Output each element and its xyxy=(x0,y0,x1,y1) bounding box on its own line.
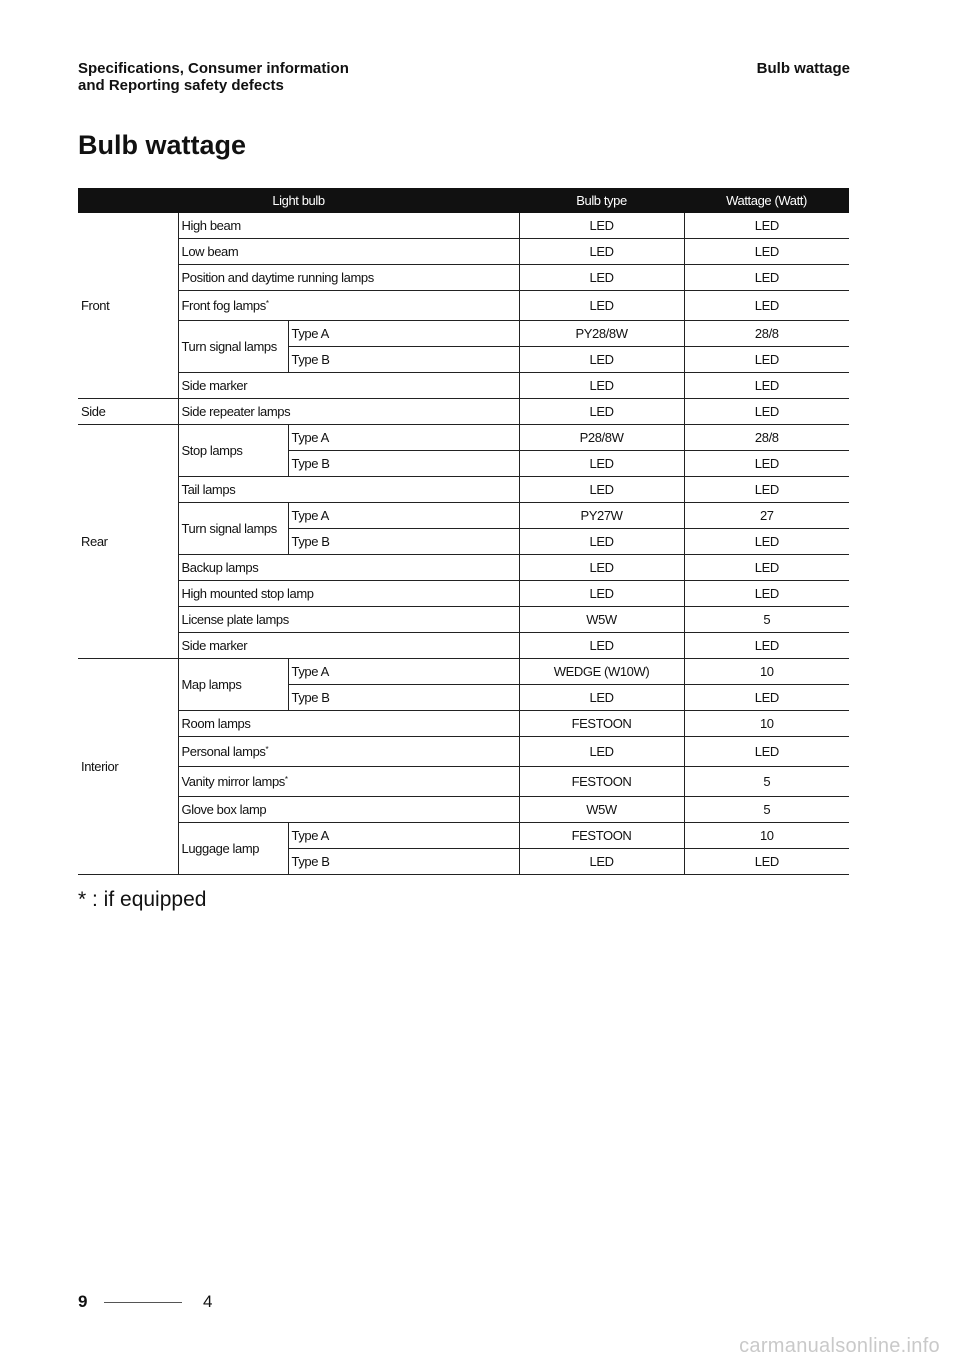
sub-type-label: Type A xyxy=(288,503,519,529)
table-row xyxy=(78,581,849,607)
item-label: Low beam xyxy=(178,239,519,265)
table-row xyxy=(78,425,849,451)
wattage: LED xyxy=(684,633,849,659)
item-label xyxy=(178,767,519,797)
item-label: Luggage lamp xyxy=(178,823,288,875)
table-row xyxy=(78,823,849,849)
wattage: 10 xyxy=(684,823,849,849)
item-label xyxy=(178,737,519,767)
bulb-type: LED xyxy=(519,685,684,711)
page-number: 4 xyxy=(203,1292,213,1311)
item-label: Backup lamps xyxy=(178,555,519,581)
wattage: LED xyxy=(684,685,849,711)
sub-type-label: Type B xyxy=(288,347,519,373)
footer-divider xyxy=(104,1302,182,1303)
col-header-wattage: Wattage (Watt) xyxy=(684,188,849,213)
wattage: 28/8 xyxy=(684,425,849,451)
chapter-number: 9 xyxy=(78,1292,88,1311)
table-row xyxy=(78,399,849,425)
group-label-front: Front xyxy=(78,213,178,399)
item-label xyxy=(178,291,519,321)
table-row xyxy=(78,477,849,503)
bulb-type: LED xyxy=(519,291,684,321)
bulb-type: FESTOON xyxy=(519,823,684,849)
wattage: LED xyxy=(684,399,849,425)
table-row xyxy=(78,555,849,581)
item-label: License plate lamps xyxy=(178,607,519,633)
bulb-type: LED xyxy=(519,239,684,265)
item-text: Personal lamps xyxy=(181,743,266,759)
bulb-type: WEDGE (W10W) xyxy=(519,659,684,685)
bulb-type: LED xyxy=(519,265,684,291)
bulb-type: LED xyxy=(519,451,684,477)
wattage: LED xyxy=(684,291,849,321)
sub-type-label: Type B xyxy=(288,685,519,711)
wattage: 5 xyxy=(684,607,849,633)
sub-type-label: Type A xyxy=(288,659,519,685)
table-row xyxy=(78,239,849,265)
item-label: Tail lamps xyxy=(178,477,519,503)
table-row xyxy=(78,659,849,685)
item-label: Side marker xyxy=(178,373,519,399)
group-label-rear: Rear xyxy=(78,425,178,659)
table-row xyxy=(78,797,849,823)
bulb-type: LED xyxy=(519,347,684,373)
item-label: Map lamps xyxy=(178,659,288,711)
footnote-marker: * xyxy=(284,774,288,784)
footnote: * : if equipped xyxy=(78,888,207,911)
bulb-type: FESTOON xyxy=(519,711,684,737)
bulb-type: PY27W xyxy=(519,503,684,529)
wattage: LED xyxy=(684,555,849,581)
table-row xyxy=(78,213,849,239)
wattage: 10 xyxy=(684,659,849,685)
bulb-type: P28/8W xyxy=(519,425,684,451)
wattage: 28/8 xyxy=(684,321,849,347)
group-label-side: Side xyxy=(78,399,178,425)
item-label: Room lamps xyxy=(178,711,519,737)
bulb-type: FESTOON xyxy=(519,767,684,797)
col-header-bulb-type: Bulb type xyxy=(519,188,684,213)
item-label: Position and daytime running lamps xyxy=(178,265,519,291)
bulb-type: LED xyxy=(519,555,684,581)
wattage: 10 xyxy=(684,711,849,737)
item-label: Side marker xyxy=(178,633,519,659)
wattage: LED xyxy=(684,373,849,399)
wattage: LED xyxy=(684,849,849,875)
wattage: 5 xyxy=(684,797,849,823)
item-label: Stop lamps xyxy=(178,425,288,477)
table-row xyxy=(78,767,849,797)
section-heading xyxy=(78,60,349,94)
item-text: Front fog lamps xyxy=(181,297,266,313)
wattage: LED xyxy=(684,737,849,767)
bulb-type: PY28/8W xyxy=(519,321,684,347)
footnote-marker: * xyxy=(265,298,269,308)
table-row xyxy=(78,607,849,633)
table-row xyxy=(78,291,849,321)
item-label: Glove box lamp xyxy=(178,797,519,823)
sub-type-label: Type A xyxy=(288,321,519,347)
table-row xyxy=(78,737,849,767)
item-label: High beam xyxy=(178,213,519,239)
wattage: LED xyxy=(684,477,849,503)
bulb-type: LED xyxy=(519,399,684,425)
page-title: Bulb wattage xyxy=(78,130,247,160)
bulb-type: W5W xyxy=(519,607,684,633)
wattage: LED xyxy=(684,265,849,291)
table-row xyxy=(78,373,849,399)
bulb-type: LED xyxy=(519,849,684,875)
sub-type-label: Type A xyxy=(288,823,519,849)
bulb-type: LED xyxy=(519,529,684,555)
item-label: Side repeater lamps xyxy=(178,399,519,425)
sub-type-label: Type B xyxy=(288,451,519,477)
wattage: LED xyxy=(684,347,849,373)
group-label-interior: Interior xyxy=(78,659,178,875)
col-header-light-bulb: Light bulb xyxy=(78,188,519,213)
sub-type-label: Type B xyxy=(288,529,519,555)
table-row xyxy=(78,321,849,347)
topic-heading: Bulb wattage xyxy=(756,60,850,77)
wattage: LED xyxy=(684,213,849,239)
section-heading-line2: and Reporting safety defects xyxy=(78,77,284,94)
wattage: 27 xyxy=(684,503,849,529)
sub-type-label: Type B xyxy=(288,849,519,875)
table-row xyxy=(78,265,849,291)
bulb-type: LED xyxy=(519,213,684,239)
table-row xyxy=(78,633,849,659)
wattage: LED xyxy=(684,529,849,555)
footnote-marker: * xyxy=(265,744,269,754)
wattage: LED xyxy=(684,239,849,265)
item-label: Turn signal lamps xyxy=(178,503,288,555)
table-row xyxy=(78,711,849,737)
bulb-type: LED xyxy=(519,373,684,399)
sub-type-label: Type A xyxy=(288,425,519,451)
watermark: carmanualsonline.info xyxy=(739,1335,940,1357)
bulb-wattage-table xyxy=(78,188,849,875)
bulb-type: LED xyxy=(519,737,684,767)
bulb-type: LED xyxy=(519,633,684,659)
table-row xyxy=(78,503,849,529)
item-label: Turn signal lamps xyxy=(178,321,288,373)
wattage: LED xyxy=(684,581,849,607)
bulb-type: LED xyxy=(519,581,684,607)
wattage: 5 xyxy=(684,767,849,797)
bulb-type: LED xyxy=(519,477,684,503)
wattage: LED xyxy=(684,451,849,477)
item-label: High mounted stop lamp xyxy=(178,581,519,607)
section-heading-line1: Specifications, Consumer information xyxy=(78,60,349,77)
item-text: Vanity mirror lamps xyxy=(181,773,285,789)
bulb-type: W5W xyxy=(519,797,684,823)
table-header-row xyxy=(78,188,849,213)
